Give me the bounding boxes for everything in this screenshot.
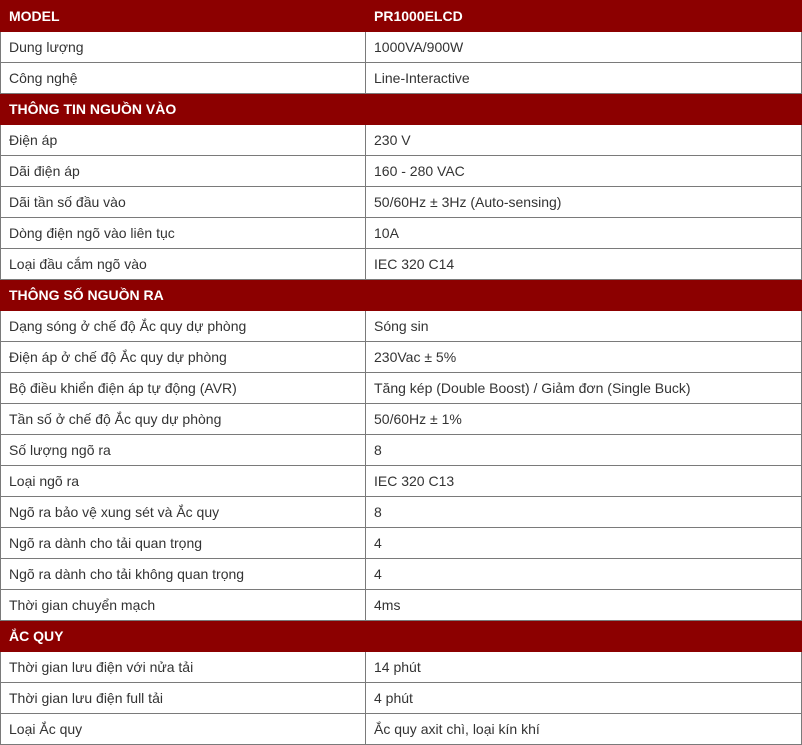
model-value: PR1000ELCD <box>366 1 802 32</box>
row-label: Dòng điện ngõ vào liên tục <box>1 218 366 249</box>
row-value: 10A <box>366 218 802 249</box>
section-header-input <box>1 94 802 125</box>
row-label: Dạng sóng ở chế độ Ắc quy dự phòng <box>1 311 366 342</box>
row-value: 14 phút <box>366 652 802 683</box>
model-header-row <box>1 1 802 32</box>
table-row <box>1 497 802 528</box>
row-label: Công nghệ <box>1 63 366 94</box>
model-label: MODEL <box>1 1 366 32</box>
row-value: Tăng kép (Double Boost) / Giảm đơn (Single Buck) <box>366 373 802 404</box>
row-label: Thời gian lưu điện với nửa tải <box>1 652 366 683</box>
row-value: 160 - 280 VAC <box>366 156 802 187</box>
row-label: Ngõ ra dành cho tải không quan trọng <box>1 559 366 590</box>
row-label: Điện áp ở chế độ Ắc quy dự phòng <box>1 342 366 373</box>
table-row <box>1 125 802 156</box>
table-row <box>1 311 802 342</box>
row-value: 4 phút <box>366 683 802 714</box>
row-label: Bộ điều khiển điện áp tự động (AVR) <box>1 373 366 404</box>
row-value: 4 <box>366 528 802 559</box>
table-row <box>1 32 802 63</box>
section-title: THÔNG SỐ NGUỒN RA <box>1 280 802 311</box>
table-row <box>1 652 802 683</box>
table-row <box>1 466 802 497</box>
row-label: Ngõ ra dành cho tải quan trọng <box>1 528 366 559</box>
row-label: Loại ngõ ra <box>1 466 366 497</box>
row-label: Số lượng ngõ ra <box>1 435 366 466</box>
row-label: Điện áp <box>1 125 366 156</box>
row-label: Thời gian lưu điện full tải <box>1 683 366 714</box>
table-row <box>1 63 802 94</box>
row-value: 1000VA/900W <box>366 32 802 63</box>
section-header-battery <box>1 621 802 652</box>
section-title: THÔNG TIN NGUỒN VÀO <box>1 94 802 125</box>
table-row <box>1 187 802 218</box>
row-value: 8 <box>366 497 802 528</box>
table-row <box>1 435 802 466</box>
row-value: 4ms <box>366 590 802 621</box>
table-row <box>1 683 802 714</box>
row-value: 230Vac ± 5% <box>366 342 802 373</box>
table-row <box>1 590 802 621</box>
row-value: 50/60Hz ± 1% <box>366 404 802 435</box>
table-row <box>1 342 802 373</box>
table-row <box>1 404 802 435</box>
row-value: Ắc quy axit chì, loại kín khí <box>366 714 802 745</box>
table-row <box>1 373 802 404</box>
row-value: 50/60Hz ± 3Hz (Auto-sensing) <box>366 187 802 218</box>
table-row <box>1 528 802 559</box>
table-row <box>1 714 802 745</box>
row-value: Sóng sin <box>366 311 802 342</box>
row-value: 8 <box>366 435 802 466</box>
table-row <box>1 249 802 280</box>
row-value: IEC 320 C14 <box>366 249 802 280</box>
row-label: Dãi tần số đầu vào <box>1 187 366 218</box>
row-label: Loại đầu cắm ngõ vào <box>1 249 366 280</box>
table-row <box>1 559 802 590</box>
row-label: Ngõ ra bảo vệ xung sét và Ắc quy <box>1 497 366 528</box>
table-row <box>1 218 802 249</box>
section-title: ẮC QUY <box>1 621 802 652</box>
row-value: Line-Interactive <box>366 63 802 94</box>
row-label: Loại Ắc quy <box>1 714 366 745</box>
row-label: Dãi điện áp <box>1 156 366 187</box>
row-label: Tần số ở chế độ Ắc quy dự phòng <box>1 404 366 435</box>
table-row <box>1 156 802 187</box>
row-value: IEC 320 C13 <box>366 466 802 497</box>
row-value: 230 V <box>366 125 802 156</box>
row-label: Thời gian chuyển mạch <box>1 590 366 621</box>
row-value: 4 <box>366 559 802 590</box>
row-label: Dung lượng <box>1 32 366 63</box>
section-header-output <box>1 280 802 311</box>
